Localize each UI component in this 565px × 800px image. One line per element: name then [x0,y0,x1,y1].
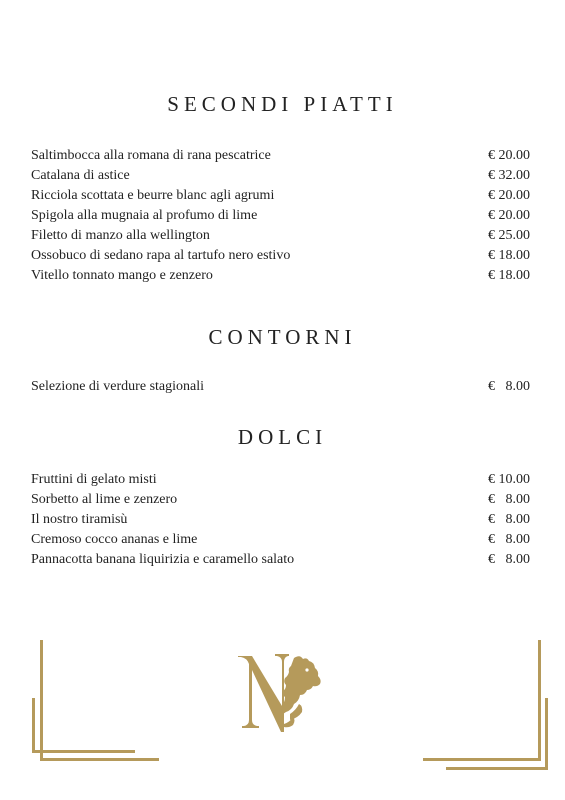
item-price: € 18.00 [488,268,530,283]
menu-item [31,472,536,492]
frame-corner-right-inner [446,698,548,770]
item-name: Pannacotta banana liquirizia e caramello salato [31,552,295,567]
item-name: Selezione di verdure stagionali [31,379,204,394]
item-name: Ossobuco di sedano rapa al tartufo nero estivo [31,248,291,263]
section-title-contorni: CONTORNI [208,325,357,349]
item-name: Spigola alla mugnaia al profumo di lime [31,208,258,223]
item-name: Saltimbocca alla romana di rana pescatrice [31,148,271,163]
item-price: € 25.00 [488,228,530,243]
item-price: € 20.00 [488,188,530,203]
menu-item [31,552,536,572]
item-price: € 20.00 [488,208,530,223]
section-items-dolci [31,472,536,572]
item-price: € 8.00 [488,512,530,527]
menu-item [31,248,536,268]
item-name: Filetto di manzo alla wellington [31,228,210,243]
lion-n-monogram-icon [232,648,328,738]
menu-item [31,268,536,288]
item-name: Ricciola scottata e beurre blanc agli agrumi [31,188,275,203]
menu-item [31,188,536,208]
item-price: € 32.00 [488,168,530,183]
item-price: € 18.00 [488,248,530,263]
menu-item [31,532,536,552]
item-name: Il nostro tiramisù [31,512,128,527]
item-name: Vitello tonnato mango e zenzero [31,268,213,283]
menu-item [31,512,536,532]
section-items-secondi-piatti [31,148,536,288]
item-price: € 8.00 [488,379,530,394]
frame-corner-left-inner [32,698,135,753]
menu-item [31,492,536,512]
item-name: Cremoso cocco ananas e lime [31,532,198,547]
menu-item [31,379,536,399]
item-name: Sorbetto al lime e zenzero [31,492,178,507]
item-name: Catalana di astice [31,168,130,183]
item-price: € 10.00 [488,472,530,487]
section-title-secondi-piatti: SECONDI PIATTI [167,92,398,116]
menu-item [31,228,536,248]
section-items-contorni [31,379,536,399]
section-title-dolci: DOLCI [237,425,328,449]
item-price: € 8.00 [488,492,530,507]
item-name: Fruttini di gelato misti [31,472,157,487]
item-price: € 8.00 [488,552,530,567]
menu-item [31,168,536,188]
item-price: € 20.00 [488,148,530,163]
menu-item [31,148,536,168]
item-price: € 8.00 [488,532,530,547]
menu-item [31,208,536,228]
